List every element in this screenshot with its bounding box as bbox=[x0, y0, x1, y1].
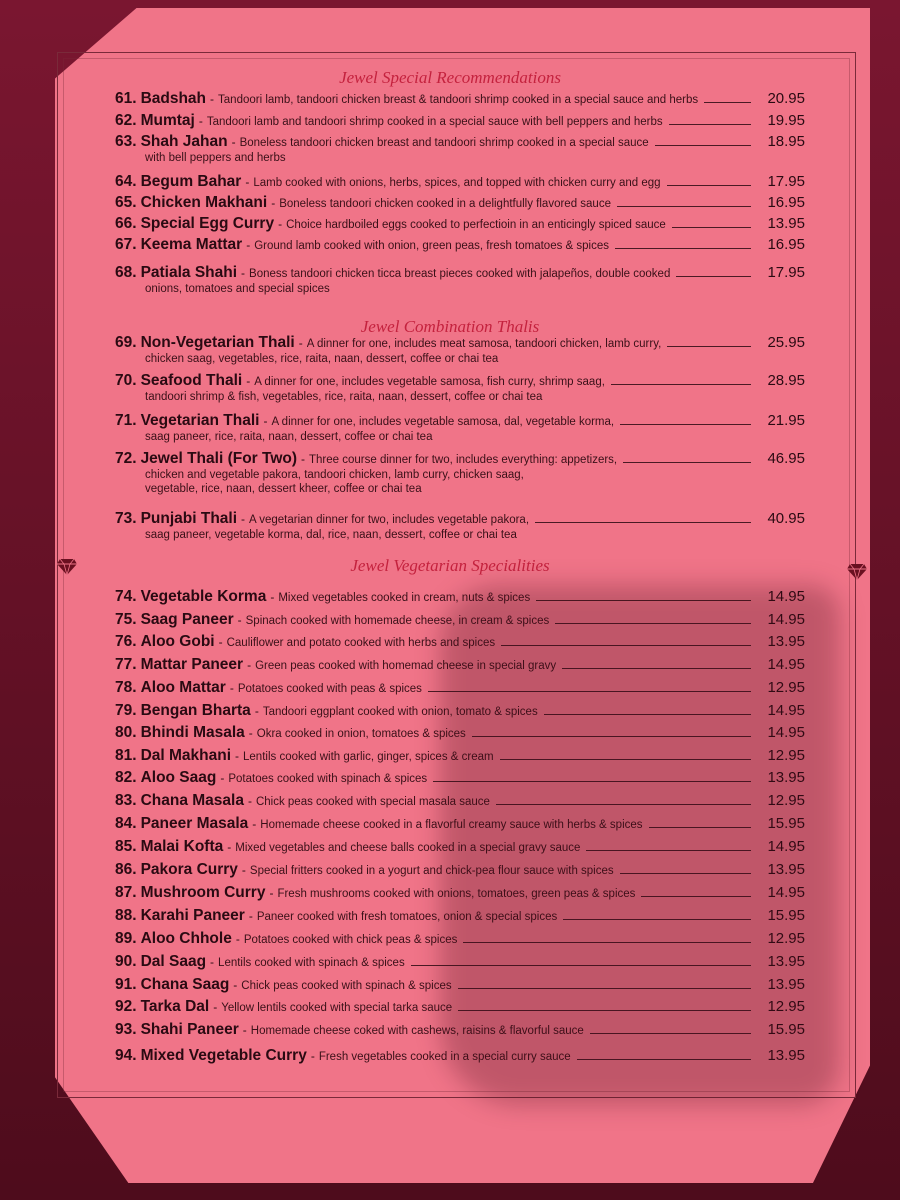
item-name: Dal Makhani bbox=[140, 747, 232, 764]
menu-item bbox=[115, 194, 805, 212]
item-name: Shahi Paneer bbox=[140, 1021, 239, 1038]
menu-item bbox=[115, 633, 805, 651]
item-number: 81. bbox=[115, 747, 137, 764]
menu-item bbox=[115, 702, 805, 720]
menu-item bbox=[115, 656, 805, 674]
menu-item bbox=[115, 724, 805, 742]
menu-item bbox=[115, 450, 805, 496]
item-price: 40.95 bbox=[767, 510, 805, 527]
item-name: Shah Jahan bbox=[140, 133, 228, 150]
item-price: 12.95 bbox=[767, 679, 805, 696]
item-price: 14.95 bbox=[767, 724, 805, 741]
item-number: 86. bbox=[115, 861, 137, 878]
menu-item bbox=[115, 861, 805, 879]
item-description: Lentils cooked with spinach & spices bbox=[218, 957, 405, 969]
item-separator: - bbox=[246, 374, 251, 388]
menu-item bbox=[115, 747, 805, 765]
item-name: Dal Saag bbox=[140, 953, 207, 970]
item-name: Punjabi Thali bbox=[140, 510, 238, 527]
item-number: 90. bbox=[115, 953, 137, 970]
item-separator: - bbox=[271, 196, 276, 210]
leader-line bbox=[620, 424, 751, 425]
item-separator: - bbox=[235, 749, 240, 763]
item-price: 15.95 bbox=[767, 1021, 805, 1038]
item-number: 92. bbox=[115, 998, 137, 1015]
item-separator: - bbox=[220, 771, 225, 785]
item-description: Potatoes cooked with chick peas & spices bbox=[243, 934, 458, 946]
item-description: Choice hardboiled eggs cooked to perfectioin in an enticingly spiced sauce bbox=[286, 219, 666, 231]
menu-item bbox=[115, 264, 805, 296]
item-description: Lamb cooked with onions, herbs, spices, and topped with chicken curry and egg bbox=[253, 177, 661, 189]
item-description: Homemade cheese coked with cashews, raisins & flavorful sauce bbox=[250, 1025, 584, 1037]
item-separator: - bbox=[242, 1023, 247, 1037]
item-description: Spinach cooked with homemade cheese, in cream & spices bbox=[245, 615, 550, 627]
menu-item bbox=[115, 611, 805, 629]
item-number: 89. bbox=[115, 930, 137, 947]
item-name: Patiala Shahi bbox=[140, 264, 238, 281]
item-price: 14.95 bbox=[767, 838, 805, 855]
item-name: Begum Bahar bbox=[140, 173, 242, 190]
item-price: 13.95 bbox=[767, 953, 805, 970]
item-separator: - bbox=[227, 840, 232, 854]
item-name: Aloo Chhole bbox=[140, 930, 232, 947]
menu-item bbox=[115, 930, 805, 948]
leader-line bbox=[544, 714, 751, 715]
menu-item bbox=[115, 112, 805, 130]
section-heading: Jewel Vegetarian Specialities bbox=[350, 556, 550, 575]
item-separator: - bbox=[263, 414, 268, 428]
item-price: 14.95 bbox=[767, 611, 805, 628]
item-price: 14.95 bbox=[767, 702, 805, 719]
item-price: 15.95 bbox=[767, 815, 805, 832]
item-price: 13.95 bbox=[767, 215, 805, 232]
item-price: 16.95 bbox=[767, 194, 805, 211]
item-separator: - bbox=[229, 681, 234, 695]
item-number: 84. bbox=[115, 815, 137, 832]
item-name: Malai Kofta bbox=[140, 838, 224, 855]
item-number: 72. bbox=[115, 450, 137, 467]
item-separator: - bbox=[213, 1000, 218, 1014]
item-name: Jewel Thali (For Two) bbox=[140, 450, 298, 467]
leader-line bbox=[555, 623, 751, 624]
item-name: Saag Paneer bbox=[140, 611, 234, 628]
item-description: Homemade cheese cooked in a flavorful creamy sauce with herbs & spices bbox=[260, 819, 643, 831]
item-description: Paneer cooked with fresh tomatoes, onion & special spices bbox=[256, 911, 558, 923]
item-separator: - bbox=[254, 704, 259, 718]
menu-item bbox=[115, 510, 805, 542]
item-number: 74. bbox=[115, 588, 137, 605]
item-price: 16.95 bbox=[767, 236, 805, 253]
leader-line bbox=[536, 600, 751, 601]
item-number: 76. bbox=[115, 633, 137, 650]
menu-item bbox=[115, 679, 805, 697]
item-separator: - bbox=[298, 336, 303, 350]
item-price: 13.95 bbox=[767, 1047, 805, 1064]
menu-item bbox=[115, 907, 805, 925]
item-name: Keema Mattar bbox=[140, 236, 243, 253]
item-price: 14.95 bbox=[767, 656, 805, 673]
leader-line bbox=[458, 988, 751, 989]
leader-line bbox=[611, 384, 751, 385]
leader-line bbox=[562, 668, 751, 669]
item-price: 21.95 bbox=[767, 412, 805, 429]
menu-item bbox=[115, 769, 805, 787]
item-name: Mushroom Curry bbox=[140, 884, 266, 901]
item-separator: - bbox=[247, 658, 252, 672]
section-heading: Jewel Special Recommendations bbox=[339, 68, 561, 87]
item-name: Mattar Paneer bbox=[140, 656, 244, 673]
menu-item bbox=[115, 133, 805, 165]
item-price: 12.95 bbox=[767, 792, 805, 809]
item-description-continued: tandoori shrimp & fish, vegetables, rice, raita, naan, dessert, coffee or chai tea bbox=[145, 391, 543, 403]
item-name: Karahi Paneer bbox=[140, 907, 245, 924]
menu-item bbox=[115, 334, 805, 366]
item-description: Green peas cooked with homemad cheese in special gravy bbox=[255, 660, 557, 672]
item-price: 12.95 bbox=[767, 930, 805, 947]
item-number: 68. bbox=[115, 264, 137, 281]
leader-line bbox=[563, 919, 751, 920]
leader-line bbox=[649, 827, 751, 828]
item-number: 75. bbox=[115, 611, 137, 628]
item-separator: - bbox=[237, 613, 242, 627]
leader-line bbox=[655, 145, 751, 146]
leader-line bbox=[535, 522, 751, 523]
item-price: 13.95 bbox=[767, 769, 805, 786]
item-description: Boneless tandoori chicken breast and tandoori shrimp cooked in a special sauce bbox=[239, 137, 649, 149]
item-separator: - bbox=[241, 512, 246, 526]
item-description-continued: chicken and vegetable pakora, tandoori chicken, lamb curry, chicken saag, bbox=[145, 469, 524, 481]
leader-line bbox=[472, 736, 751, 737]
item-description: Mixed vegetables cooked in cream, nuts & spices bbox=[278, 592, 531, 604]
item-separator: - bbox=[310, 1049, 315, 1063]
item-number: 87. bbox=[115, 884, 137, 901]
leader-line bbox=[641, 896, 751, 897]
item-description-continued: with bell peppers and herbs bbox=[145, 152, 286, 164]
item-separator: - bbox=[210, 955, 215, 969]
leader-line bbox=[676, 276, 751, 277]
item-name: Vegetable Korma bbox=[140, 588, 267, 605]
item-description-continued: saag paneer, rice, raita, naan, dessert, coffee or chai tea bbox=[145, 431, 433, 443]
item-name: Badshah bbox=[140, 90, 207, 107]
item-description: Lentils cooked with garlic, ginger, spices & cream bbox=[243, 751, 494, 763]
item-separator: - bbox=[252, 817, 257, 831]
menu-item bbox=[115, 884, 805, 902]
menu-item bbox=[115, 953, 805, 971]
item-number: 91. bbox=[115, 976, 137, 993]
leader-line bbox=[433, 781, 751, 782]
item-separator: - bbox=[248, 726, 253, 740]
item-separator: - bbox=[210, 92, 215, 106]
item-separator: - bbox=[241, 863, 246, 877]
item-number: 64. bbox=[115, 173, 137, 190]
item-description-continued: onions, tomatoes and special spices bbox=[145, 283, 330, 295]
item-description-continued: chicken saag, vegetables, rice, raita, naan, dessert, coffee or chai tea bbox=[145, 353, 499, 365]
item-name: Vegetarian Thali bbox=[140, 412, 260, 429]
item-price: 12.95 bbox=[767, 747, 805, 764]
item-description: Three course dinner for two, includes everything: appetizers, bbox=[309, 454, 618, 466]
leader-line bbox=[500, 759, 751, 760]
item-number: 88. bbox=[115, 907, 137, 924]
item-description: Potatoes cooked with spinach & spices bbox=[228, 773, 428, 785]
item-price: 25.95 bbox=[767, 334, 805, 351]
item-description: Special fritters cooked in a yogurt and chick-pea flour sauce with spices bbox=[249, 865, 614, 877]
item-separator: - bbox=[270, 590, 275, 604]
item-separator: - bbox=[278, 217, 283, 231]
leader-line bbox=[496, 804, 751, 805]
item-price: 14.95 bbox=[767, 588, 805, 605]
item-name: Bhindi Masala bbox=[140, 724, 245, 741]
item-separator: - bbox=[246, 238, 251, 252]
item-price: 18.95 bbox=[767, 133, 805, 150]
item-separator: - bbox=[231, 135, 236, 149]
item-number: 77. bbox=[115, 656, 137, 673]
item-number: 83. bbox=[115, 792, 137, 809]
item-price: 13.95 bbox=[767, 861, 805, 878]
menu-item bbox=[115, 215, 805, 233]
item-description: A dinner for one, includes vegetable samosa, fish curry, shrimp saag, bbox=[254, 376, 605, 388]
item-separator: - bbox=[198, 114, 203, 128]
item-name: Pakora Curry bbox=[140, 861, 238, 878]
item-price: 12.95 bbox=[767, 998, 805, 1015]
item-number: 69. bbox=[115, 334, 137, 351]
item-description: A dinner for one, includes vegetable samosa, dal, vegetable korma, bbox=[271, 416, 615, 428]
item-separator: - bbox=[301, 452, 306, 466]
menu-item bbox=[115, 412, 805, 444]
item-separator: - bbox=[245, 175, 250, 189]
item-name: Tarka Dal bbox=[140, 998, 210, 1015]
item-description: Yellow lentils cooked with special tarka sauce bbox=[221, 1002, 453, 1014]
menu-item bbox=[115, 90, 805, 108]
leader-line bbox=[672, 227, 751, 228]
item-price: 46.95 bbox=[767, 450, 805, 467]
item-price: 14.95 bbox=[767, 884, 805, 901]
leader-line bbox=[667, 185, 751, 186]
item-number: 78. bbox=[115, 679, 137, 696]
item-name: Seafood Thali bbox=[140, 372, 243, 389]
item-name: Non-Vegetarian Thali bbox=[140, 334, 295, 351]
item-number: 65. bbox=[115, 194, 137, 211]
menu-item bbox=[115, 1021, 805, 1039]
leader-line bbox=[667, 346, 751, 347]
leader-line bbox=[501, 645, 751, 646]
item-name: Chicken Makhani bbox=[140, 194, 268, 211]
leader-line bbox=[669, 124, 751, 125]
leader-line bbox=[615, 248, 751, 249]
leader-line bbox=[586, 850, 751, 851]
item-price: 17.95 bbox=[767, 264, 805, 281]
item-description: A vegetarian dinner for two, includes vegetable pakora, bbox=[249, 514, 530, 526]
item-price: 28.95 bbox=[767, 372, 805, 389]
leader-line bbox=[463, 942, 751, 943]
item-number: 80. bbox=[115, 724, 137, 741]
menu-item bbox=[115, 236, 805, 254]
item-number: 67. bbox=[115, 236, 137, 253]
item-number: 62. bbox=[115, 112, 137, 129]
item-number: 73. bbox=[115, 510, 137, 527]
item-number: 71. bbox=[115, 412, 137, 429]
leader-line bbox=[428, 691, 751, 692]
leader-line bbox=[704, 102, 751, 103]
item-price: 13.95 bbox=[767, 976, 805, 993]
menu-item bbox=[115, 588, 805, 606]
item-name: Special Egg Curry bbox=[140, 215, 275, 232]
item-description: Tandoori lamb, tandoori chicken breast & tandoori shrimp cooked in a special sauce and herbs bbox=[218, 94, 699, 106]
item-number: 79. bbox=[115, 702, 137, 719]
leader-line bbox=[411, 965, 751, 966]
leader-line bbox=[577, 1059, 751, 1060]
item-description: Okra cooked in onion, tomatoes & spices bbox=[256, 728, 466, 740]
item-name: Aloo Gobi bbox=[140, 633, 215, 650]
item-description-continued: vegetable, rice, naan, dessert kheer, coffee or chai tea bbox=[145, 483, 422, 495]
item-name: Bengan Bharta bbox=[140, 702, 251, 719]
item-description: Chick peas cooked with special masala sauce bbox=[255, 796, 490, 808]
item-description: Fresh vegetables cooked in a special curry sauce bbox=[318, 1051, 571, 1063]
item-description-continued: saag paneer, vegetable korma, dal, rice, naan, dessert, coffee or chai tea bbox=[145, 529, 517, 541]
item-description: Mixed vegetables and cheese balls cooked in a special gravy sauce bbox=[235, 842, 581, 854]
leader-line bbox=[617, 206, 751, 207]
menu-item bbox=[115, 976, 805, 994]
item-description: Potatoes cooked with peas & spices bbox=[237, 683, 422, 695]
item-description: Boneless tandoori chicken cooked in a delightfully flavored sauce bbox=[279, 198, 611, 210]
item-separator: - bbox=[269, 886, 274, 900]
leader-line bbox=[590, 1033, 751, 1034]
item-separator: - bbox=[233, 978, 238, 992]
menu-item bbox=[115, 815, 805, 833]
section-heading: Jewel Combination Thalis bbox=[360, 317, 540, 336]
item-price: 15.95 bbox=[767, 907, 805, 924]
item-number: 94. bbox=[115, 1047, 137, 1064]
item-number: 61. bbox=[115, 90, 137, 107]
menu-item bbox=[115, 998, 805, 1016]
item-price: 19.95 bbox=[767, 112, 805, 129]
item-description: Boness tandoori chicken ticca breast pieces cooked with jalapeños, double cooked bbox=[249, 268, 671, 280]
item-name: Chana Masala bbox=[140, 792, 244, 809]
item-separator: - bbox=[235, 932, 240, 946]
item-separator: - bbox=[241, 266, 246, 280]
item-separator: - bbox=[247, 794, 252, 808]
item-description: Ground lamb cooked with onion, green peas, fresh tomatoes & spices bbox=[254, 240, 610, 252]
item-price: 17.95 bbox=[767, 173, 805, 190]
leader-line bbox=[458, 1010, 751, 1011]
item-number: 93. bbox=[115, 1021, 137, 1038]
menu-item bbox=[115, 173, 805, 191]
item-number: 66. bbox=[115, 215, 137, 232]
item-price: 20.95 bbox=[767, 90, 805, 107]
item-number: 63. bbox=[115, 133, 137, 150]
item-separator: - bbox=[218, 635, 223, 649]
item-name: Aloo Mattar bbox=[140, 679, 226, 696]
item-description: Fresh mushrooms cooked with onions, tomatoes, green peas & spices bbox=[277, 888, 636, 900]
item-name: Mumtaj bbox=[140, 112, 195, 129]
item-name: Aloo Saag bbox=[140, 769, 217, 786]
item-separator: - bbox=[248, 909, 253, 923]
item-number: 85. bbox=[115, 838, 137, 855]
item-price: 13.95 bbox=[767, 633, 805, 650]
menu-item bbox=[115, 372, 805, 404]
item-description: Tandoori eggplant cooked with onion, tomato & spices bbox=[262, 706, 538, 718]
item-description: Cauliflower and potato cooked with herbs and spices bbox=[226, 637, 496, 649]
item-description: Tandoori lamb and tandoori shrimp cooked in a special sauce with bell peppers and herbs bbox=[206, 116, 663, 128]
item-name: Paneer Masala bbox=[140, 815, 249, 832]
item-number: 70. bbox=[115, 372, 137, 389]
menu-item bbox=[115, 792, 805, 810]
item-name: Chana Saag bbox=[140, 976, 230, 993]
leader-line bbox=[623, 462, 751, 463]
item-name: Mixed Vegetable Curry bbox=[140, 1047, 307, 1064]
leader-line bbox=[620, 873, 751, 874]
item-description: A dinner for one, includes meat samosa, tandoori chicken, lamb curry, bbox=[306, 338, 662, 350]
menu-item bbox=[115, 1047, 805, 1065]
item-description: Chick peas cooked with spinach & spices bbox=[241, 980, 452, 992]
menu-item bbox=[115, 838, 805, 856]
item-number: 82. bbox=[115, 769, 137, 786]
